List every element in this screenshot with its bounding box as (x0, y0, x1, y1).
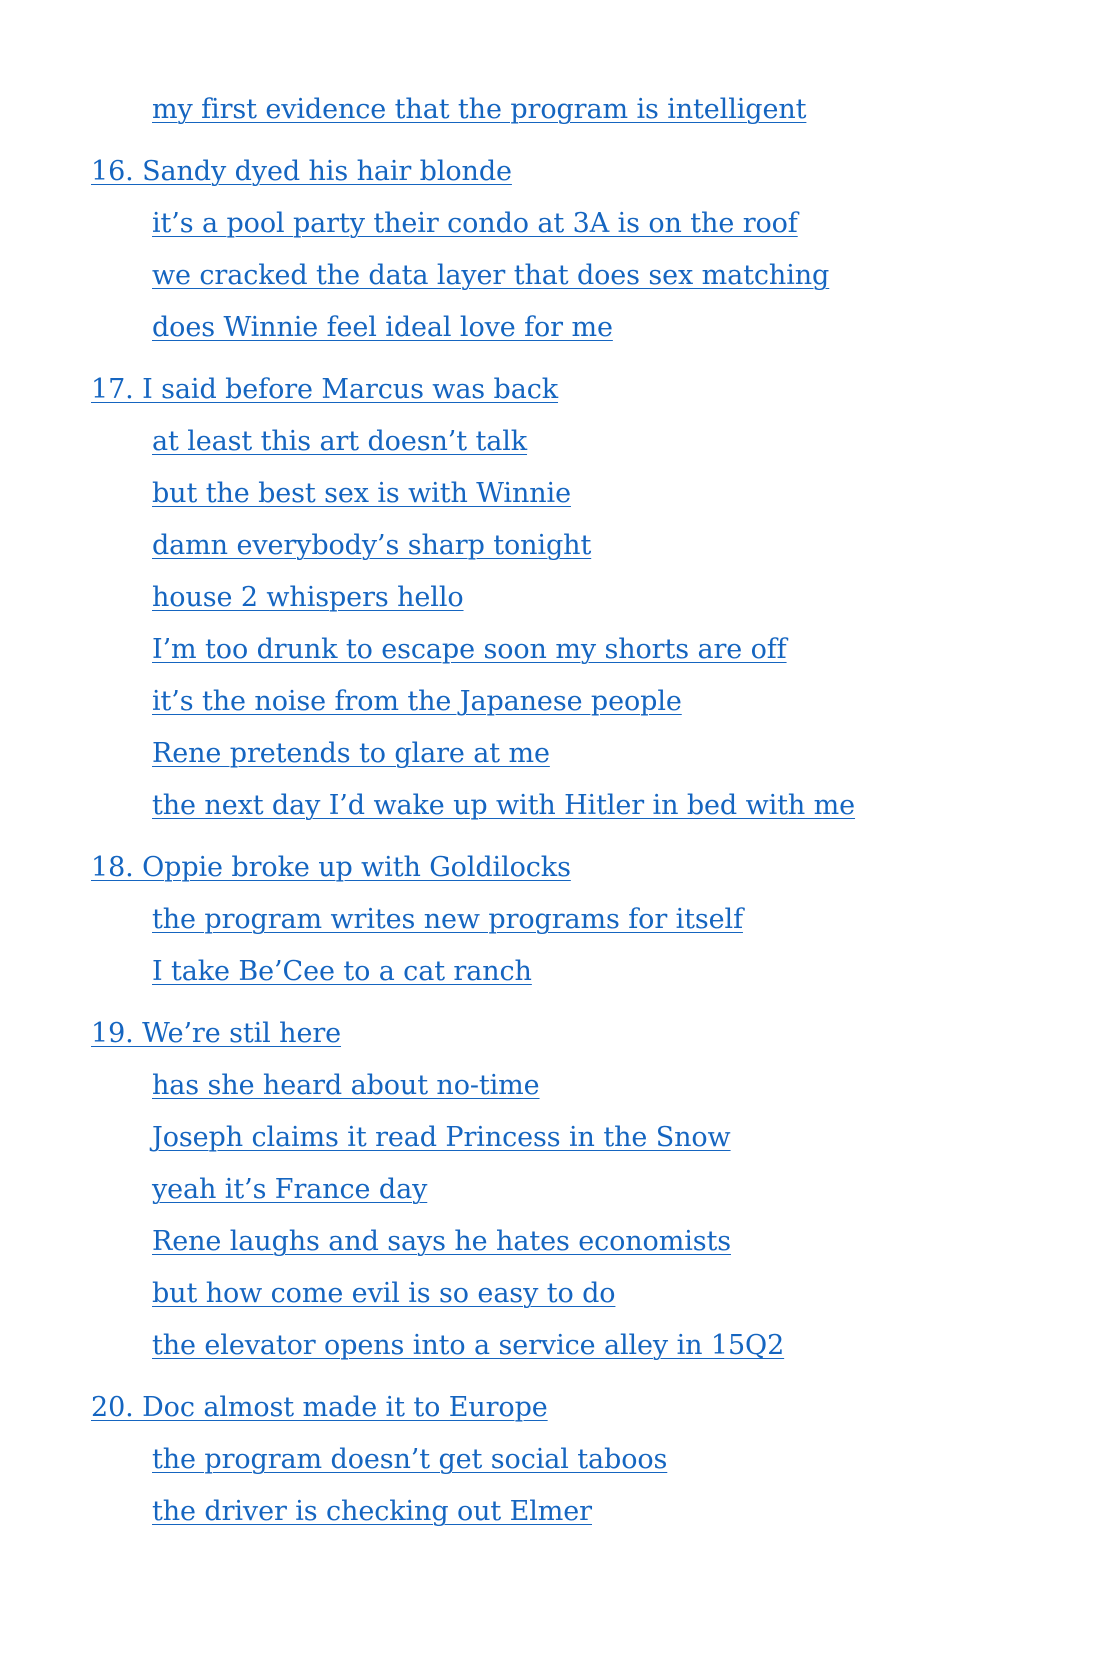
toc-section-link[interactable]: but the best sex is with Winnie (152, 478, 571, 509)
chapter-17 (0, 364, 1112, 832)
toc-chapter-link[interactable]: 16. Sandy dyed his hair blonde (91, 156, 512, 187)
toc-section-link[interactable]: the program doesn’t get social taboos (152, 1444, 668, 1475)
toc-section-link[interactable]: Rene pretends to glare at me (152, 738, 550, 769)
table-of-contents (0, 84, 1112, 1548)
toc-section-link[interactable]: I’m too drunk to escape soon my shorts are off (152, 634, 787, 665)
toc-section-link[interactable]: we cracked the data layer that does sex matching (152, 260, 830, 291)
toc-section-link[interactable]: the program writes new programs for itself (152, 904, 743, 935)
toc-section-link[interactable]: Rene laughs and says he hates economists (152, 1226, 731, 1257)
chapter-18 (0, 842, 1112, 998)
chapter-15-continued (0, 84, 1112, 136)
toc-section-link[interactable]: it’s the noise from the Japanese people (152, 686, 682, 717)
toc-section-link[interactable]: the next day I’d wake up with Hitler in bed with me (152, 790, 856, 821)
toc-chapter-link[interactable]: 17. I said before Marcus was back (91, 374, 559, 405)
toc-section-link[interactable]: house 2 whispers hello (152, 582, 464, 613)
toc-section-link[interactable]: has she heard about no-time (152, 1070, 540, 1101)
toc-chapter-link[interactable]: 18. Oppie broke up with Goldilocks (91, 852, 571, 883)
chapter-19 (0, 1008, 1112, 1372)
toc-section-link[interactable]: Joseph claims it read Princess in the Snow (152, 1122, 731, 1153)
toc-chapter-link[interactable]: 19. We’re stil here (91, 1018, 342, 1049)
toc-section-link[interactable]: does Winnie feel ideal love for me (152, 312, 613, 343)
toc-section-link[interactable]: yeah it’s France day (152, 1174, 428, 1205)
chapter-16 (0, 146, 1112, 354)
toc-section-link[interactable]: at least this art doesn’t talk (152, 426, 528, 457)
toc-section-link[interactable]: I take Be’Cee to a cat ranch (152, 956, 532, 987)
toc-section-link[interactable]: my first evidence that the program is intelligent (152, 94, 807, 125)
chapter-20 (0, 1382, 1112, 1538)
toc-section-link[interactable]: the elevator opens into a service alley in 15Q2 (152, 1330, 785, 1361)
toc-section-link[interactable]: damn everybody’s sharp tonight (152, 530, 592, 561)
toc-chapter-link[interactable]: 20. Doc almost made it to Europe (91, 1392, 548, 1423)
toc-section-link[interactable]: but how come evil is so easy to do (152, 1278, 616, 1309)
toc-section-link[interactable]: the driver is checking out Elmer (152, 1496, 592, 1527)
toc-section-link[interactable]: it’s a pool party their condo at 3A is on the roof (152, 208, 798, 239)
